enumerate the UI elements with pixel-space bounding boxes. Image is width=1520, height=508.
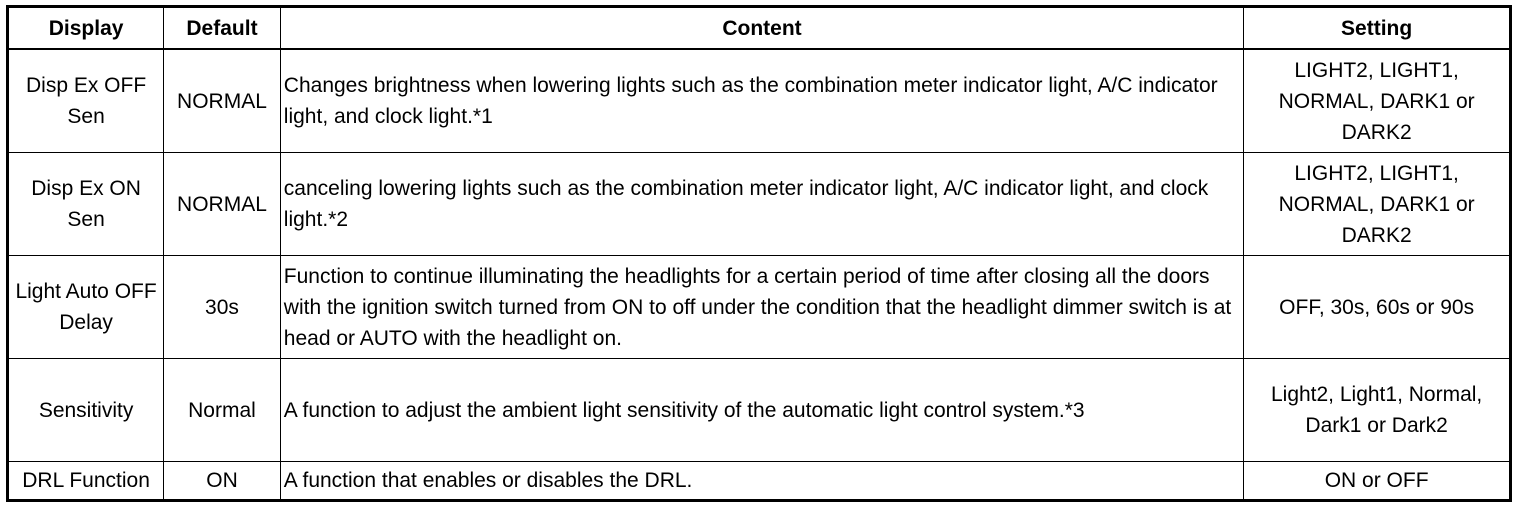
header-content: Content: [280, 7, 1243, 50]
cell-content: canceling lowering lights such as the combination meter indicator light, A/C indicator light, and clock light.*2: [280, 153, 1243, 256]
table-row: [8, 359, 1511, 462]
cell-setting: LIGHT2, LIGHT1, NORMAL, DARK1 or DARK2: [1244, 49, 1511, 153]
cell-default: Normal: [164, 359, 281, 462]
table-header-row: [8, 7, 1511, 50]
cell-default: ON: [164, 462, 281, 501]
table-row: [8, 462, 1511, 501]
header-display: Display: [8, 7, 164, 50]
cell-setting: OFF, 30s, 60s or 90s: [1244, 256, 1511, 359]
table-row: [8, 49, 1511, 153]
settings-table: [6, 5, 1512, 502]
cell-setting: LIGHT2, LIGHT1, NORMAL, DARK1 or DARK2: [1244, 153, 1511, 256]
table-row: [8, 256, 1511, 359]
header-setting: Setting: [1244, 7, 1511, 50]
header-default: Default: [164, 7, 281, 50]
cell-content: A function to adjust the ambient light sensitivity of the automatic light control system.*3: [280, 359, 1243, 462]
cell-content: Function to continue illuminating the headlights for a certain period of time after closing all the doors with the ignition switch turned from ON to off under the condition that the headlight dimmer switch is at head or AUTO with the headlight on.: [280, 256, 1243, 359]
cell-content: Changes brightness when lowering lights such as the combination meter indicator light, A/C indicator light, and clock light.*1: [280, 49, 1243, 153]
table-row: [8, 153, 1511, 256]
cell-default: 30s: [164, 256, 281, 359]
cell-setting: Light2, Light1, Normal, Dark1 or Dark2: [1244, 359, 1511, 462]
cell-display: Disp Ex OFF Sen: [8, 49, 164, 153]
cell-display: Disp Ex ON Sen: [8, 153, 164, 256]
cell-default: NORMAL: [164, 49, 281, 153]
cell-display: DRL Function: [8, 462, 164, 501]
cell-default: NORMAL: [164, 153, 281, 256]
cell-display: Light Auto OFF Delay: [8, 256, 164, 359]
cell-setting: ON or OFF: [1244, 462, 1511, 501]
cell-display: Sensitivity: [8, 359, 164, 462]
cell-content: A function that enables or disables the DRL.: [280, 462, 1243, 501]
